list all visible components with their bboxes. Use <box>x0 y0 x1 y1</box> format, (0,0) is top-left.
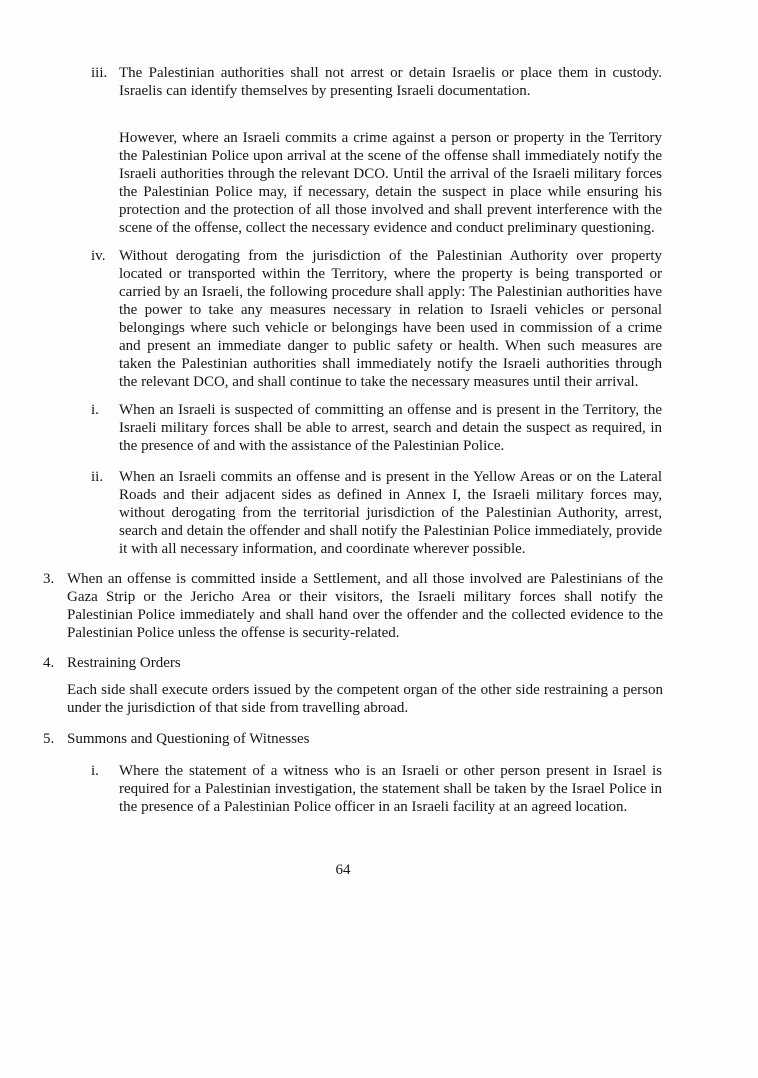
paragraph-text: Without derogating from the jurisdiction of the Palestinian Authority over property located or transported within the Territory, where the property is being transported or carried by an Israeli, the following procedure shall apply: The Palestinian authorities have the power to take any measures necessary in relation to Israeli vehicles or personal belongings where such vehicle or belongings have been used in commission of a crime and present an immediate danger to public safety or health. When such measures are taken the Palestinian authorities shall immediately notify the Israeli authorities through the relevant DCO, and shall continue to take the necessary measures until their arrival. <box>119 248 662 390</box>
paragraph-text: When an offense is committed inside a Settlement, and all those involved are Palestinians of the Gaza Strip or the Jericho Area or their visitors, the Israeli military forces shall notify the Palestinian Police immediately and shall hand over the offender and the collected evidence to the Palestinian Police unless the offense is security-related. <box>67 571 663 641</box>
paragraph-text: However, where an Israeli commits a crime against a person or property in the Territory the Palestinian Police upon arrival at the scene of the offense shall immediately notify the Israeli authorities through the relevant DCO. Until the arrival of the Israeli military forces the Palestinian Police may, if necessary, detain the suspect in place while ensuring his protection and the protection of all those involved and shall prevent interference with the scene of the offense, collect the necessary evidence and conduct preliminary questioning. <box>119 130 662 236</box>
list-marker-ii: ii. <box>91 469 104 485</box>
paragraph-text: When an Israeli commits an offense and is present in the Yellow Areas or on the Lateral Roads and their adjacent sides as defined in Annex I, the Israeli military forces may, without derogating from the territorial jurisdiction of the Palestinian Authority, arrest, search and detain the offender and shall notify the Palestinian Police immediately, provide it with all necessary information, and coordinate wherever possible. <box>119 469 662 557</box>
list-item-ii <box>91 468 662 558</box>
paragraph-however <box>119 129 662 237</box>
list-marker-5-i: i. <box>91 763 99 779</box>
page-number: 64 <box>335 862 351 878</box>
list-marker-4: 4. <box>43 655 55 671</box>
section-heading: Restraining Orders <box>67 655 181 671</box>
paragraph-text: When an Israeli is suspected of committing an offense and is present in the Territory, the Israeli military forces shall be able to arrest, search and detain the suspect as required, in the presence of and with the assistance of the Palestinian Police. <box>119 402 662 454</box>
list-item-i <box>91 401 662 455</box>
list-marker-3: 3. <box>43 571 55 587</box>
paragraph-text: The Palestinian authorities shall not arrest or detain Israelis or place them in custody. Israelis can identify themselves by presenting Israeli documentation. <box>119 65 662 99</box>
list-marker-5: 5. <box>43 731 55 747</box>
list-item-iv <box>91 247 662 391</box>
section-heading: Summons and Questioning of Witnesses <box>67 731 310 747</box>
list-item-5-heading <box>43 730 663 748</box>
list-item-3 <box>43 570 663 642</box>
list-marker-i: i. <box>91 402 99 418</box>
list-item-5-i <box>91 762 662 816</box>
list-marker-iv: iv. <box>91 248 106 264</box>
paragraph-text: Each side shall execute orders issued by the competent organ of the other side restraining a person under the jurisdiction of that side from travelling abroad. <box>67 682 663 716</box>
paragraph-restraining-orders-body <box>67 681 663 717</box>
list-item-4-heading <box>43 654 663 672</box>
paragraph-text: Where the statement of a witness who is an Israeli or other person present in Israel is required for a Palestinian investigation, the statement shall be taken by the Israel Police in the presence of a Palestinian Police officer in an Israeli facility at an agreed location. <box>119 763 662 815</box>
list-item-iii <box>91 64 662 100</box>
list-marker-iii: iii. <box>91 65 108 81</box>
